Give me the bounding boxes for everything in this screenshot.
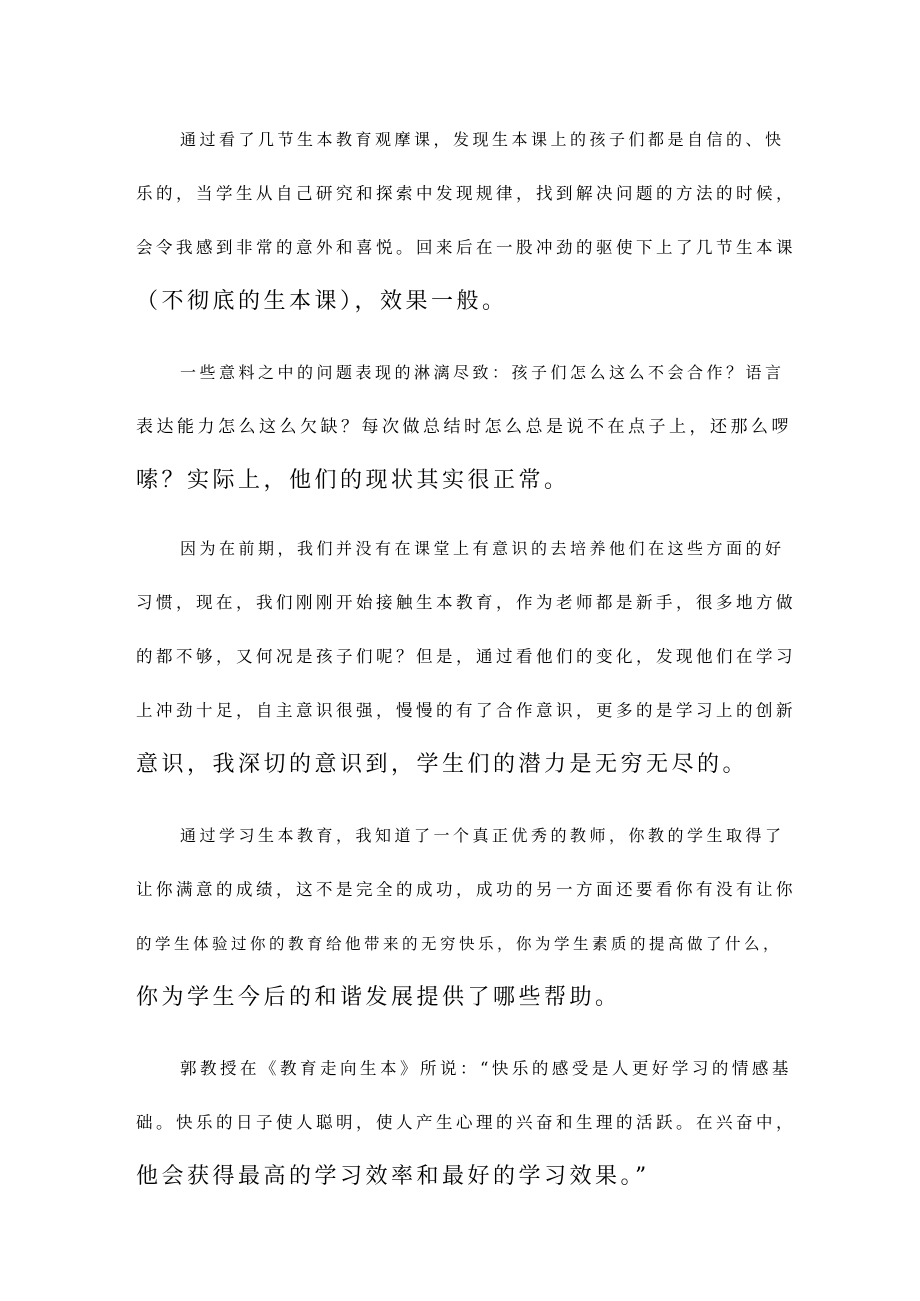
text-line: 的都不够，又何况是孩子们呢？但是，通过看他们的变化，发现他们在学习 [136,647,796,666]
text-line: 意识，我深切的意识到，学生们的潜力是无穷无尽的。 [136,752,749,777]
text-line: 因为在前期，我们并没有在课堂上有意识的去培养他们在这些方面的好 [180,539,785,558]
text-line: 的学生体验过你的教育给他带来的无穷快乐，你为学生素质的提高做了什么， [136,935,783,953]
text-line: 习惯，现在，我们刚刚开始接触生本教育，作为老师都是新手，很多地方做 [136,593,796,612]
text-line: 上冲劲十足，自主意识很强，慢慢的有了合作意识，更多的是学习上的创新 [136,701,796,720]
paragraph-1 [136,113,796,329]
paragraph-5 [136,1042,796,1204]
text-line: 郭教授在《教育走向生本》所说：“快乐的感受是人更好学习的情感基 [180,1059,792,1078]
text-line: 乐的，当学生从自己研究和探索中发现规律，找到解决问题的方法的时候， [136,184,796,203]
text-line: 表达能力怎么这么欠缺？每次做总结时怎么总是说不在点子上，还那么啰 [136,417,792,437]
text-line: 他会获得最高的学习效率和最好的学习效果。” [136,1164,650,1189]
text-line: （不彻底的生本课），效果一般。 [136,289,508,314]
text-line: 会令我感到非常的意外和喜悦。回来后在一股冲劲的驱使下上了几节生本课 [136,238,796,257]
text-line: 你为学生今后的和谐发展提供了哪些帮助。 [136,985,621,1010]
text-line: 础。快乐的日子使人聪明，使人产生心理的兴奋和生理的活跃。在兴奋中， [136,1113,796,1132]
paragraph-4 [136,809,796,1025]
text-line: 嗦？实际上，他们的现状其实很正常。 [136,468,570,493]
text-line: 通过学习生本教育，我知道了一个真正优秀的教师，你教的学生取得了 [180,826,785,845]
paragraph-3 [136,522,796,792]
text-line: 一些意料之中的问题表现的淋漓尽致：孩子们怎么这么不会合作？语言 [180,363,785,382]
text-line: 让你满意的成绩，这不是完全的成功，成功的另一方面还要看你有没有让你 [136,880,796,899]
text-line: 通过看了几节生本教育观摩课，发现生本课上的孩子们都是自信的、快 [180,130,785,149]
paragraph-2 [136,346,796,508]
